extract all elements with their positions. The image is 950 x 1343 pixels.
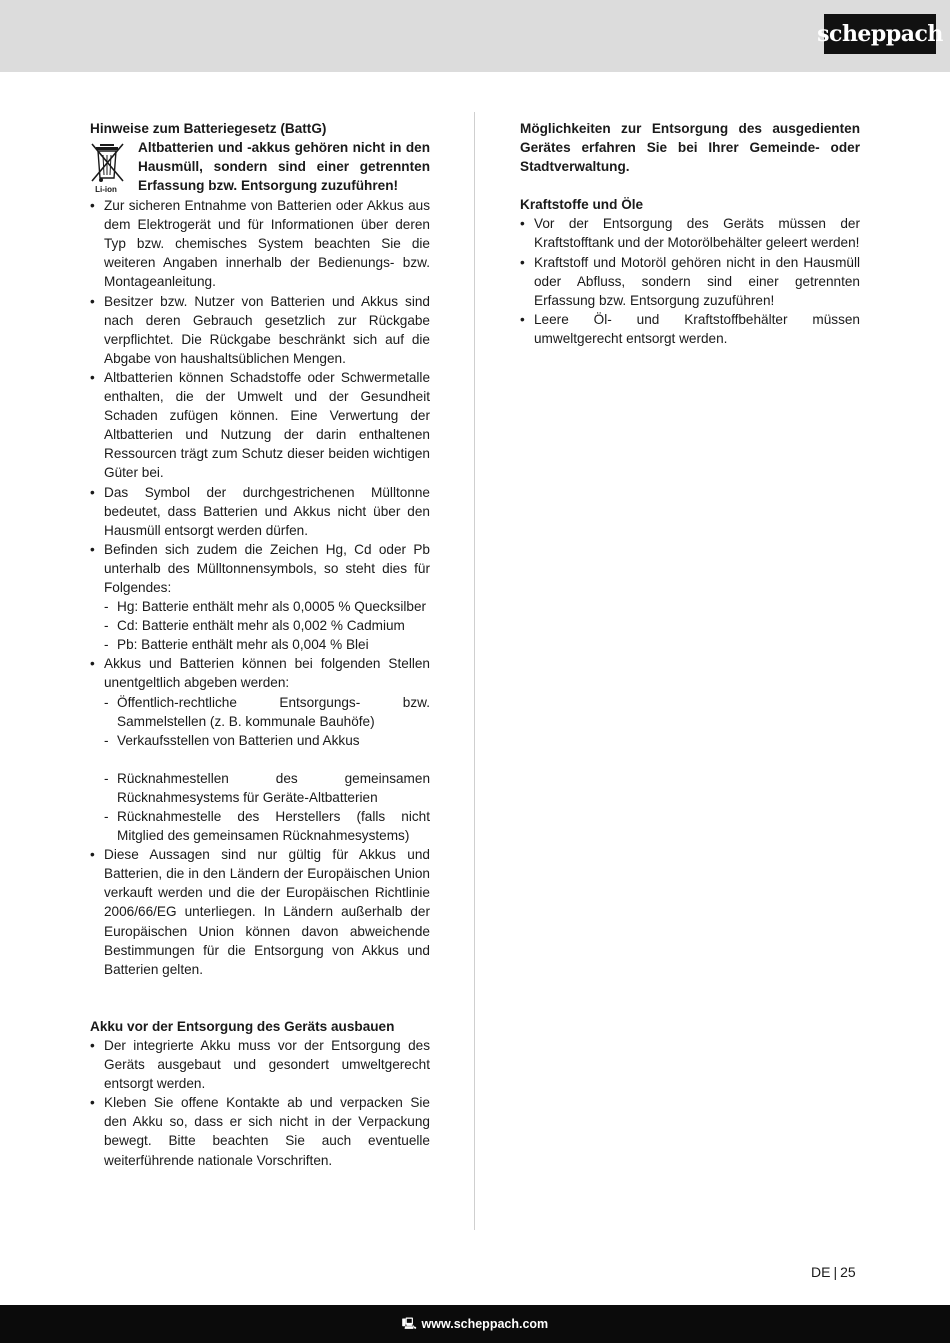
- list-item: [90, 540, 430, 597]
- battg-list: [90, 196, 430, 979]
- list-item: • Kleben Sie offene Kontakte ab und verpacken Sie den Akku so, dass er sich nicht in der Verpackung bewegt. Bitte beachten Sie auch eventuelle weiterführende nationale Vorschriften.: [90, 1093, 430, 1169]
- list-item: • Zur sicheren Entnahme von Batterien oder Akkus aus dem Elektrogerät und für Informationen über deren Typ bzw. chemisches System beachten Sie die weiteren Angaben innerhalb der Bedienungs- bzw. Montageanleitung.: [90, 196, 430, 291]
- metal-item-pb: - Pb: Batterie enthält mehr als 0,004 % Blei: [90, 635, 430, 654]
- footer-bar: [0, 1305, 950, 1343]
- list-item-text: • Befinden sich zudem die Zeichen Hg, Cd oder Pb unterhalb des Mülltonnensymbols, so steht dies für Folgendes:: [104, 541, 430, 595]
- fuel-list: [520, 214, 860, 348]
- akku-heading: Akku vor der Entsorgung des Geräts ausbauen: [90, 1018, 395, 1034]
- li-ion-label: Li-ion: [95, 185, 117, 195]
- fuel-heading: Kraftstoffe und Öle: [520, 197, 644, 213]
- column-divider: [474, 112, 475, 1230]
- page-num: 25: [840, 1264, 856, 1280]
- collection-point-item: - Öffentlich-rechtliche Entsorgungs- bzw. Sammelstellen (z. B. kommunale Bauhöfe): [90, 693, 430, 731]
- list-item: • Akkus und Batterien können bei folgenden Stellen unentgeltlich abgeben werden:: [90, 654, 430, 692]
- page-number: [811, 1264, 856, 1280]
- section-spacer: [90, 979, 430, 1017]
- list-item: • Das Symbol der durchgestrichenen Mülltonne bedeutet, dass Batterien und Akkus nicht über den Hausmüll entsorgt werden dürfen.: [90, 483, 430, 540]
- list-item: • Der integrierte Akku muss vor der Entsorgung des Geräts ausgebaut und gesondert umweltgerecht entsorgt werden.: [90, 1036, 430, 1093]
- disposal-info: Möglichkeiten zur Entsorgung des ausgedienten Gerätes erfahren Sie bei Ihrer Gemeinde- oder Stadtverwaltung.: [520, 121, 860, 175]
- page-separator: |: [833, 1264, 838, 1280]
- collection-point-item: - Rücknahmestelle des Herstellers (falls nicht Mitglied des gemeinsamen Rücknahmesystems): [90, 807, 430, 845]
- list-item: • Kraftstoff und Motoröl gehören nicht in den Hausmüll oder Abfluss, sondern sind einer getrennten Erfassung bzw. Entsorgung zuzuführen!: [520, 253, 860, 310]
- crossed-out-bin-icon: [90, 138, 138, 196]
- collection-point-item: - Verkaufsstellen von Batterien und Akkus: [90, 731, 430, 750]
- list-item: • Vor der Entsorgung des Geräts müssen der Kraftstofftank und der Motorölbehälter geleert werden!: [520, 214, 860, 252]
- battg-intro: [90, 138, 430, 196]
- metal-item-cd: - Cd: Batterie enthält mehr als 0,002 % Cadmium: [90, 616, 430, 635]
- left-column: [90, 119, 430, 1170]
- battg-heading: Hinweise zum Batteriegesetz (BattG): [90, 121, 327, 136]
- list-item: • Besitzer bzw. Nutzer von Batterien und Akkus sind nach deren Gebrauch gesetzlich zur Rückgabe verpflichtet. Die Rückgabe beschränkt sich auf die Abgabe von haushaltsüblichen Mengen.: [90, 292, 430, 368]
- list-item: • Leere Öl- und Kraftstoffbehälter müssen umweltgerecht entsorgt werden.: [520, 310, 860, 348]
- section-spacer: [520, 176, 860, 195]
- language-code: DE: [811, 1264, 831, 1280]
- list-item: • Diese Aussagen sind nur gültig für Akkus und Batterien, die in den Ländern der Europäischen Union verkauft werden und die der Europäischen Richtlinie 2006/66/EG unterliegen. In Ländern außerhalb der Europäischen Union können davon abweichende Bestimmungen für die Entsorgung von Akkus und Batterien gelten.: [90, 845, 430, 979]
- akku-list: [90, 1036, 430, 1170]
- battg-intro-text: Altbatterien und -akkus gehören nicht in den Hausmüll, sondern sind einer getrennten Erfassung bzw. Entsorgung zuzuführen!: [138, 140, 430, 194]
- right-column: [520, 119, 860, 348]
- list-spacer: [90, 750, 430, 769]
- header-bar: [0, 0, 950, 72]
- collection-point-item: - Rücknahmestellen des gemeinsamen Rücknahmesystems für Geräte-Altbatterien: [90, 769, 430, 807]
- scheppach-logo: scheppach: [824, 14, 936, 54]
- website-link[interactable]: www.scheppach.com: [421, 1317, 549, 1331]
- metal-item-hg: - Hg: Batterie enthält mehr als 0,0005 % Quecksilber: [90, 597, 430, 616]
- list-item: • Altbatterien können Schadstoffe oder Schwermetalle enthalten, die der Umwelt und der Gesundheit Schaden zufügen können. Eine Verwertung der Altbatterien und Nutzung der darin enthaltenen Ressourcen trägt zum Schutz dieser beiden wichtigen Güter bei.: [90, 368, 430, 483]
- computer-icon: 🖳: [401, 1317, 417, 1330]
